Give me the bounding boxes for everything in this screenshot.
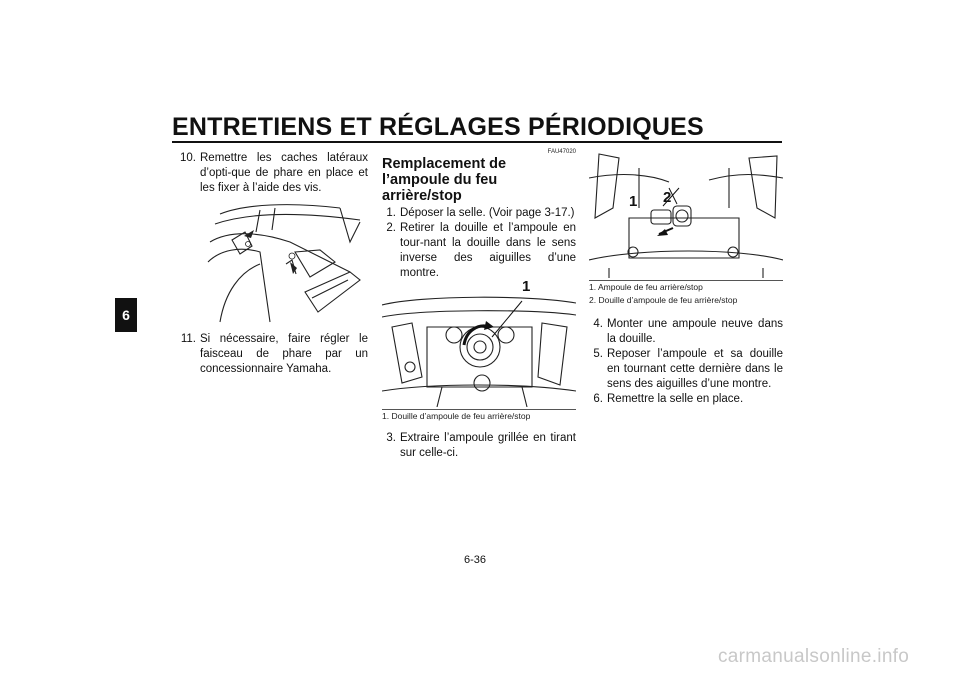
step-number: 2. <box>386 222 396 234</box>
step-number: 4. <box>593 318 603 330</box>
step-text: Reposer l’ampoule et sa douille en tournant cette dernière dans le sens des aiguilles d’une montre. <box>607 348 783 390</box>
step-3 <box>382 431 576 461</box>
step-number: 1. <box>386 207 396 219</box>
title-rule <box>172 141 782 143</box>
tail-light-socket-figure <box>382 278 576 407</box>
step-number: 6. <box>593 393 603 405</box>
watermark: carmanualsonline.info <box>718 646 910 667</box>
page-title: ENTRETIENS ET RÉGLAGES PÉRIODIQUES <box>172 113 704 141</box>
step-2 <box>382 221 576 281</box>
step-number: 3. <box>386 432 396 444</box>
step-text: Monter une ampoule neuve dans la douille. <box>607 318 783 345</box>
tail-light-socket-illustration <box>382 287 576 407</box>
figure-caption-2: 2. Douille d’ampoule de feu arrière/stop <box>589 295 738 305</box>
page-number: 6-36 <box>464 554 487 566</box>
bulb-and-socket-figure <box>589 148 783 278</box>
step-11 <box>172 332 368 377</box>
column-3 <box>589 148 783 407</box>
section-title: Remplacement de l’ampoule du feu arrière/stop <box>382 156 507 204</box>
step-text: Déposer la selle. (Voir page 3-17.) <box>400 207 575 219</box>
chapter-tab: 6 <box>115 298 137 332</box>
step-1 <box>382 206 576 221</box>
step-10 <box>172 151 368 196</box>
step-number: 11. <box>180 333 196 345</box>
step-text: Si nécessaire, faire régler le faisceau de phare par un concessionnaire Yamaha. <box>200 333 368 375</box>
headlight-cover-figure <box>200 202 368 326</box>
bulb-and-socket-illustration <box>589 148 783 278</box>
step-text: Remettre la selle en place. <box>607 393 744 405</box>
step-number: 5. <box>593 348 603 360</box>
headlight-cover-illustration <box>200 202 368 326</box>
figure-caption: 1. Douille d’ampoule de feu arrière/stop <box>382 409 576 423</box>
figure-callout-1: 1 <box>629 193 638 210</box>
step-text: Extraire l’ampoule grillée en tirant sur celle-ci. <box>400 432 576 459</box>
step-text: Remettre les caches latéraux d’opti-que de phare en place et les fixer à l’aide des vis. <box>200 152 368 194</box>
step-4 <box>589 317 783 347</box>
step-number: 10. <box>180 152 196 164</box>
step-6 <box>589 392 783 407</box>
column-1 <box>172 151 368 377</box>
reference-code: FAU47020 <box>547 149 576 155</box>
step-text: Retirer la douille et l’ampoule en tour-nant la douille dans le sens inverse des aiguilles d’une montre. <box>400 222 576 279</box>
figure-callout-1: 1 <box>522 278 531 295</box>
column-2 <box>382 148 576 461</box>
figure-caption-1: 1. Ampoule de feu arrière/stop <box>589 280 783 294</box>
figure-callout-2: 2 <box>663 189 672 206</box>
step-5 <box>589 347 783 392</box>
